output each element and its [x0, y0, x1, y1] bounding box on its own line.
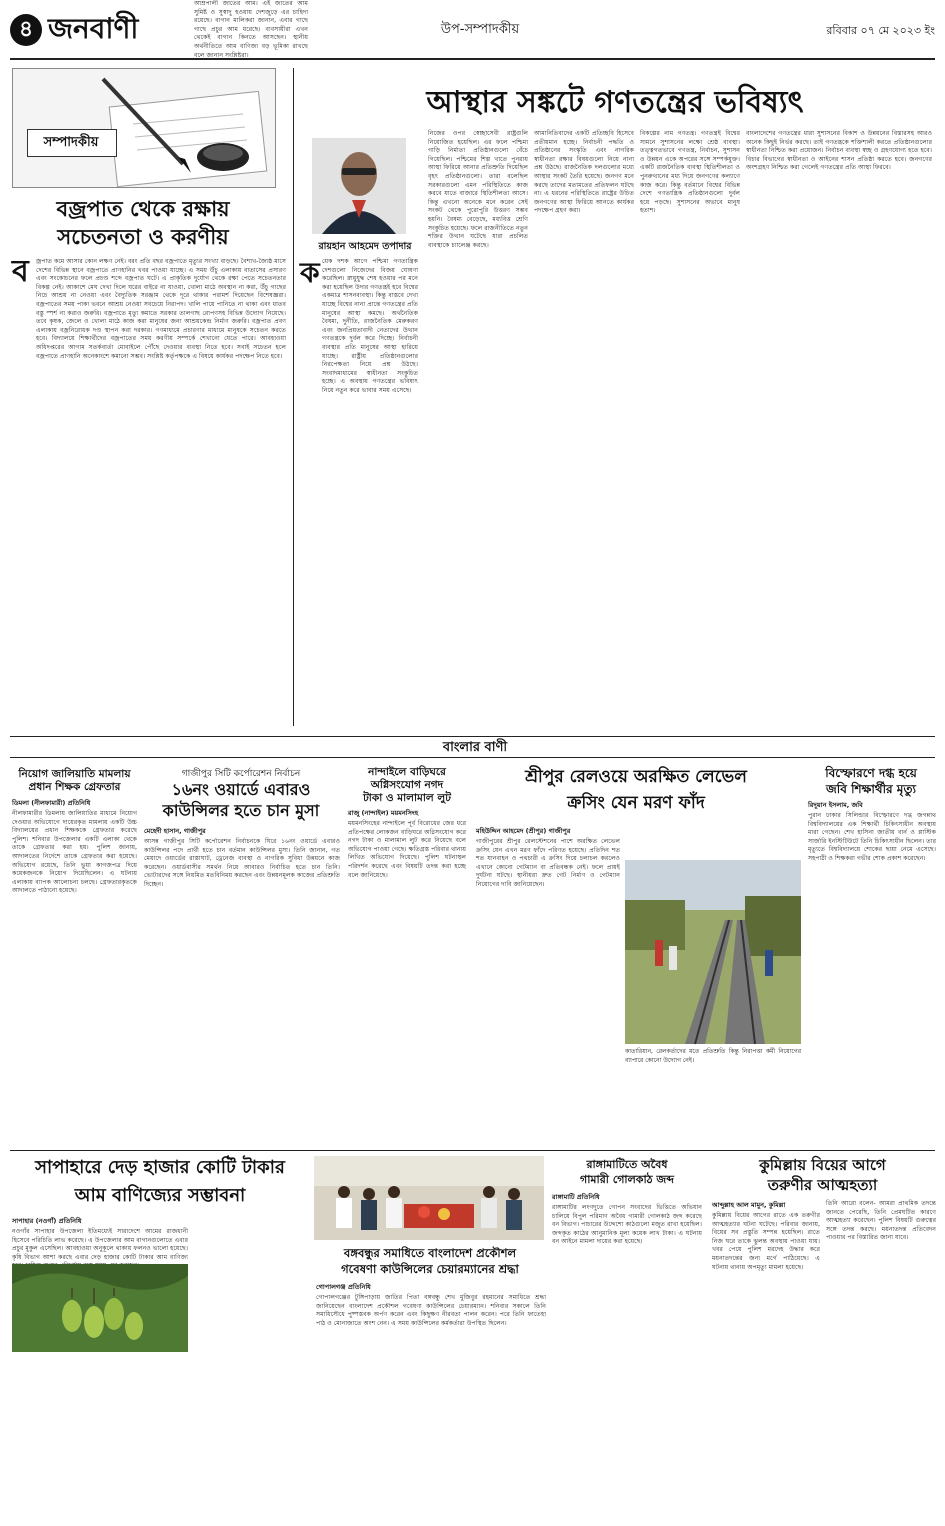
editorial-headline-line1: বজ্রপাত থেকে রক্ষায়: [56, 197, 230, 221]
op-ed-col3: আমানিতিবাদের একটি প্রতিচ্ছবি হিসেবে প্রতীয়মান হচ্ছে। নির্বাচনী পদ্ধতি ও প্রতিষ্ঠানের সংস্কৃতি এবং নাগরিক স্বাধীনতা রক্ষার বিষয়গুলো নিয়ে নানা প্রশ্ন উঠছে। রাজনৈতিক দলগুলোর মধ্যে আস্থার সংকট তৈরি হয়েছে। জনগণ মনে করছে তাদের মতামতের প্রতিফলন ঘটছে না। এ ধরনের পরিস্থিতিতে রাষ্ট্রের উচিত জনগণের আস্থা ফিরিয়ে আনতে কার্যকর পদক্ষেপ গ্রহণ করা।: [534, 130, 634, 215]
story-dimla-body: নীলফামারীর ডিমলায় জালিয়াতির মাধ্যমে নিয়োগ দেওয়ার অভিযোগে দায়েরকৃত মামলায় একটি উচ্চ বিদ্যালয়ের প্রধান শিক্ষককে গ্রেফতার করেছে পুলিশ। শনিবার উপজেলার একটি এলাকা থেকে তাকে গ্রেফতার করা হয়। পুলিশ জানায়, আদালতের নির্দেশে তাকে গ্রেফতার করা হয়েছে। অভিযোগ রয়েছে, তিনি ভুয়া কাগজপত্র দিয়ে কয়েকজনকে নিয়োগ দিয়েছিলেন। এ ঘটনায় এলাকায় ব্যাপক আলোচনা চলছে। গ্রেফতারকৃতকে আদালতে পাঠানো হয়েছে।: [12, 810, 137, 895]
story-gazipur-byline: মেহেদী হাসান, গাজীপুর: [144, 827, 206, 835]
story-tribute-byline: গোপালগঞ্জ প্রতিনিধি: [316, 1283, 371, 1291]
story-dimla-headline-2: প্রধান শিক্ষক গ্রেফতার: [28, 781, 121, 793]
story-nandail-byline: রাজু (নান্দাইল) ময়মনসিংহ: [348, 809, 419, 817]
story-nandail-headline-1: নান্দাইলে বাড়িঘরে: [368, 766, 446, 778]
story-sreepur-caption: কাতারিয়ান, রেলকর্তাদের মতে প্রতিশ্রুতি কিন্তু নিরাপত্তা কর্মী নিয়োগের ব্যাপারে কোনো উদ্যোগ নেই।: [625, 1048, 801, 1064]
mango-tree-illustration: [12, 1264, 188, 1352]
story-tribute-headline-2: গবেষণা কাউন্সিলের চেয়ারম্যানের শ্রদ্ধা: [341, 1262, 519, 1276]
story-rangamati-body: রাঙ্গামাটির লংগদুতে গোপন সংবাদের ভিত্তিতে অভিযান চালিয়ে বিপুল পরিমাণ অবৈধ গামারী গোলকাঠ জব্দ করেছে বন বিভাগ। পাচারের উদ্দেশ্যে কাঠগুলো মজুত রাখা হয়েছিল। জব্দকৃত কাঠের আনুমানিক মূল্য কয়েক লাখ টাকা। এ ঘটনায় বন আইনে মামলা দায়ের করা হয়েছে।: [552, 1204, 702, 1246]
story-cumilla-byline: আব্দুল্লাহ আল মামুন, কুমিল্লা: [712, 1201, 786, 1209]
story-sapahar-headline-1: সাপাহারে দেড় হাজার কোটি টাকার: [35, 1157, 285, 1178]
author-photo: [312, 138, 406, 234]
story-jnu-byline: রিদুয়ান ইসলাম, জবি: [808, 801, 863, 809]
mango-photo: [12, 1264, 188, 1352]
story-cumilla-headline-1: কুমিল্লায় বিয়ের আগে: [759, 1156, 886, 1174]
story-sreepur-body-a: গাজীপুরের শ্রীপুর রেলস্টেশনের পাশে অরক্ষিত লেভেল ক্রসিং যেন এখন মরণ ফাঁদে পরিণত হয়েছে। প্রতিদিন শত শত যানবাহন ও পথচারী এ ক্রসিং দিয়ে চলাচল করলেও এখানে কোনো গেটম্যান বা প্রতিবন্ধক নেই। ফলে প্রায়ই দুর্ঘটনা ঘটছে। স্থানীয়রা দ্রুত গেট নির্মাণ ও গেটম্যান নিয়োগের দাবি জানিয়েছেন।: [476, 838, 620, 888]
story-sapahar-body-2: আম্রপালী জাতের আম। এই জাতের আম সুমিষ্ট ও সুস্বাদু হওয়ায় দেশজুড়ে এর চাহিদা রয়েছে। বাগান মালিকরা জানান, এবার গাছে গাছে প্রচুর আম ধরেছে। ব্যবসায়ীরা এখন থেকেই বাগান কিনতে আসছেন। স্থানীয় অর্থনীতিতে আম বাণিজ্য বড় ভূমিকা রাখছে বলে জানান সংশ্লিষ্টরা।: [194, 0, 308, 59]
editorial-label: সম্পাদকীয়: [43, 135, 99, 150]
railway-crossing-photo: [625, 860, 801, 1044]
masthead-rule: [10, 58, 935, 60]
story-rangamati-headline-2: গামারী গোলকাঠ জব্দ: [580, 1173, 674, 1186]
story-dimla-headline-1: নিয়োগ জালিয়াতি মামলায়: [18, 768, 131, 780]
story-cumilla-headline-2: তরুণীর আত্মহত্যা: [767, 1176, 878, 1194]
newspaper-logo: [48, 12, 138, 46]
story-jnu-body: পুরান ঢাকার সিলিন্ডার বিস্ফোরণে দগ্ধ জগন্নাথ বিশ্ববিদ্যালয়ের এক শিক্ষার্থী চিকিৎসাধীন অবস্থায় মারা গেছেন। শেখ হাসিনা জাতীয় বার্ন ও প্লাস্টিক সার্জারি ইনস্টিটিউটে তিনি চিকিৎসাধীন ছিলেন। তার মৃত্যুতে বিশ্ববিদ্যালয়ে শোকের ছায়া নেমে এসেছে। সহপাঠী ও শিক্ষকরা গভীর শোক প্রকাশ করেছেন।: [808, 812, 936, 862]
story-dimla-byline: ডিমলা (নীলফামারী) প্রতিনিধি: [12, 799, 91, 807]
date: রবিবার ০৭ মে ২০২৩ ইং: [826, 24, 935, 37]
railway-photo-illustration: [625, 860, 801, 1044]
story-nandail-headline-3: টাকা ও মালামাল লুট: [363, 792, 451, 804]
story-nandail-body: ময়মনসিংহের নান্দাইলে পূর্ব বিরোধের জের ধরে প্রতিপক্ষের লোকজন বাড়িঘরে অগ্নিসংযোগ করে নগদ টাকা ও মালামাল লুট করে নিয়েছে বলে অভিযোগ পাওয়া গেছে। ক্ষতিগ্রস্ত পরিবার থানায় লিখিত অভিযোগ দিয়েছে। পুলিশ ঘটনাস্থল পরিদর্শন করেছে এবং বিষয়টি তদন্ত করা হচ্ছে বলে জানিয়েছে।: [348, 820, 466, 879]
story-cumilla-body-2: তিনি আরো বলেন- আমরা প্রাথমিক তদন্তে জানতে পেরেছি, তিনি প্রেমঘটিত কারণে আত্মহত্যা করেছেন। পুলিশ বিষয়টি গুরুত্বের সঙ্গে তদন্ত করছে। ময়নাতদন্ত প্রতিবেদন পাওয়ার পর বিস্তারিত জানা যাবে।: [826, 1200, 936, 1242]
band-rule-top: [10, 736, 935, 737]
story-tribute-headline-1: বঙ্গবন্ধুর সমাধিতে বাংলাদেশ প্রকৌশল: [343, 1246, 517, 1260]
story-gazipur-kicker: গাজীপুর সিটি কর্পোরেশন নির্বাচন: [181, 769, 301, 779]
banglar-bani-label: বাংলার বাণী: [442, 740, 508, 755]
masthead: [0, 0, 945, 62]
story-gazipur-headline-2: কাউন্সিলর হতে চান মুসা: [162, 801, 320, 820]
story-gazipur-body: আসন্ন গাজীপুর সিটি কর্পোরেশন নির্বাচনকে ঘিরে ১৬নং ওয়ার্ডে এবারও কাউন্সিলর পদে প্রার্থী হতে চান বর্তমান কাউন্সিলর মুসা। তিনি জানান, গত মেয়াদে ওয়ার্ডের রাস্তাঘাট, ড্রেনেজ ব্যবস্থা ও নাগরিক সুবিধা উন্নয়নে কাজ করেছেন। ওয়ার্ডবাসীর সমর্থন নিয়ে আবারও নির্বাচিত হতে চান তিনি। ভোটারদের সঙ্গে নিয়মিত মতবিনিময় করছেন এবং উন্নয়নমূলক কাজের প্রতিশ্রুতি দিচ্ছেন।: [144, 838, 340, 888]
logo-part-1: জন: [48, 12, 90, 45]
logo-part-2: বাণী: [89, 12, 139, 45]
editorial-body: জ্রপাত কমে আসার কোন লক্ষণ নেই। বরং প্রতি বছর বজ্রপাতে মৃত্যুর সংখ্যা বাড়ছে। বৈশাখ-জ্যৈষ্ঠ মাসে দেশের বিভিন্ন স্থানে বজ্রপাতে প্রাণহানির খবর পাওয়া যাচ্ছে। এ সময় উঁচু এলাকায় বাতাসের প্রসারণ এবং সংকোচনের ফলে প্রচণ্ড শব্দে বজ্রপাত ঘটে। এ প্রাকৃতিক দুর্যোগ থেকে রক্ষা পেতে সচেতনতার বিকল্প নেই। আকাশে মেঘ দেখা দিলে ঘরের বাইরে না যাওয়া, খোলা মাঠে অবস্থান না করা, উঁচু গাছের নিচে আশ্রয় না নেওয়া এবং বৈদ্যুতিক সরঞ্জাম থেকে দূরে থাকার পরামর্শ দিয়েছেন বিশেষজ্ঞরা। বজ্রপাতের সময় পাকা ভবনে আশ্রয় নেওয়া সবচেয়ে নিরাপদ। খালি পায়ে পানিতে না থাকা এবং ধাতব বস্তু স্পর্শ না করাও জরুরি। বজ্রপাতে মৃত্যু কমাতে সরকার তালগাছ রোপণসহ বিভিন্ন উদ্যোগ নিয়েছে। তবে কৃষক, জেলে ও খোলা মাঠে কাজ করা মানুষের জন্য আশ্রয়কেন্দ্র নির্মাণ জরুরি। বজ্রপাত প্রবণ এলাকায় বজ্রনিরোধক দণ্ড স্থাপন করা দরকার। গণমাধ্যমে প্রচারণার মাধ্যমে মানুষকে সচেতন করতে হবে। বিদ্যালয়ে শিক্ষার্থীদের বজ্রপাতের সময় করণীয় সম্পর্কে শেখানো যেতে পারে। আবহাওয়া অধিদপ্তরের আগাম সতর্কবার্তা মোবাইলে পৌঁছে দেওয়ার ব্যবস্থা নিতে হবে। সবাই সচেতন হলে বজ্রপাতে প্রাণহানি অনেকাংশে কমানো সম্ভব। সংশ্লিষ্ট কর্তৃপক্ষকে এ বিষয়ে কার্যকর পদক্ষেপ নিতে হবে।: [36, 258, 286, 360]
tribute-photo: [314, 1156, 544, 1240]
story-tribute-body: গোপালগঞ্জের টুঙ্গিপাড়ায় জাতির পিতা বঙ্গবন্ধু শেখ মুজিবুর রহমানের সমাধিতে শ্রদ্ধা জানিয়েছেন বাংলাদেশ প্রকৌশল গবেষণা কাউন্সিলের চেয়ারম্যান। শনিবার সকালে তিনি সমাধিসৌধে পুষ্পস্তবক অর্পণ করেন এবং কিছুক্ষণ নীরবতা পালন করেন। পরে তিনি ফাতেহা পাঠ ও মোনাজাতে অংশ নেন। এ সময় কাউন্সিলের কর্মকর্তারা উপস্থিত ছিলেন।: [316, 1294, 546, 1327]
op-ed-headline: আস্থার সঙ্কটে গণতন্ত্রের ভবিষ্যৎ: [426, 85, 804, 120]
story-sreepur-byline: মহিউদ্দিন আহমেদ (শ্রীপুর) গাজীপুর: [476, 827, 571, 835]
story-sapahar-body: নওগাঁর সাপাহার উপজেলা ইতিমধ্যেই সারাদেশে আমের রাজধানী হিসেবে পরিচিতি লাভ করেছে। এ উপজেলার আম বাগানগুলোতে এবার প্রচুর মুকুল এসেছিল। আবহাওয়া অনুকূলে থাকায় ফলনও ভালো হয়েছে। কৃষি বিভাগ আশা করছে এবার দেড় হাজার কোটি টাকার আম বাণিজ্য: [12, 1228, 188, 1261]
story-cumilla-body: কুমিল্লায় বিয়ের আগের রাতে এক তরুণীর আত্মহত্যার ঘটনা ঘটেছে। পরিবার জানায়, বিয়ের সব প্রস্তুতি সম্পন্ন হয়েছিল। রাতে নিজ ঘরে তাকে ঝুলন্ত অবস্থায় পাওয়া যায়। খবর পেয়ে পুলিশ মরদেহ উদ্ধার করে ময়নাতদন্তের জন্য মর্গে পাঠিয়েছে। এ ঘটনায় থানায় অপমৃত্যু মামলা হয়েছে।: [712, 1212, 820, 1271]
op-ed-author: রায়হান আহমেদ তপাদার: [318, 241, 412, 252]
story-gazipur-headline-1: ১৬নং ওয়ার্ডে এবারও: [171, 780, 311, 799]
story-rangamati-headline-1: রাঙ্গামাটিতে অবৈধ: [586, 1158, 668, 1171]
page-number-text: ৪: [18, 17, 34, 42]
story-sapahar-headline-2: আম বাণিজ্যের সম্ভাবনা: [74, 1185, 246, 1206]
story-rangamati-byline: রাঙ্গামাটি প্রতিনিধি: [552, 1193, 600, 1201]
story-sapahar-byline: সাপাহার (নওগাঁ) প্রতিনিধি: [12, 1217, 82, 1225]
story-jnu-headline-2: জবি শিক্ষার্থীর মৃত্যু: [826, 782, 916, 796]
story-sreepur-headline-1: শ্রীপুর রেলওয়ে অরক্ষিত লেভেল: [525, 767, 747, 787]
op-ed-col5: বাংলাদেশের গণতন্ত্রের ধারা সুশাসনের বিকাশ ও উন্নয়নের বিস্তারসহ আরও অনেক কিছুই নির্ভর করছে। তাই গণতন্ত্রকে শক্তিশালী করতে প্রতিষ্ঠানগুলোর স্বাধীনতা নিশ্চিত করা প্রয়োজন। নির্বাচন ব্যবস্থা স্বচ্ছ ও গ্রহণযোগ্য হতে হবে। বিচার বিভাগের স্বাধীনতা ও আইনের শাসন প্রতিষ্ঠা করতে হবে। জনগণের অংশগ্রহণ নিশ্চিত করা গেলেই গণতন্ত্রের প্রতি আস্থা ফিরবে।: [746, 130, 932, 172]
op-ed-col4: বিকল্পের নাম গণতন্ত্র। গণতন্ত্রই বিশ্বের সামনে সুশাসনের লক্ষ্যে শ্রেষ্ঠ ব্যবস্থা। তত্ত্বগতভাবে গণতন্ত্র, নির্বাচন, সুশাসন ও উন্নয়ন একে অপরের সঙ্গে সম্পর্কযুক্ত। একটি রাজনৈতিক ব্যবস্থা স্থিতিশীলতা ও পুনরুত্থানের মধ্য দিয়ে জনগণের কল্যাণে কাজ করে। কিন্তু বর্তমানে বিশ্বের বিভিন্ন দেশে গণতান্ত্রিক প্রতিষ্ঠানগুলো দুর্বল হয়ে পড়ছে। সুশাসনের অভাবে মানুষ হতাশ।: [640, 130, 740, 215]
editorial-dropcap: ব: [12, 254, 29, 289]
story-sreepur-headline-2: ক্রসিং যেন মরণ ফাঁদ: [567, 793, 705, 813]
editorial-headline-line2: সচেতনতা ও করণীয়: [57, 225, 229, 249]
story-jnu-headline-1: বিস্ফোরণে দগ্ধ হয়ে: [825, 766, 917, 780]
tribute-crowd-illustration: [314, 1156, 544, 1240]
op-ed-col1: য়েক দশক আগে পশ্চিমা গণতান্ত্রিক দেশগুলো নিজেদের বিজয় ঘোষণা করেছিল। স্নায়ুযুদ্ধ শেষ হওয়ার পর মনে করা হয়েছিল উদার গণতন্ত্রই হবে বিশ্বের একমাত্র শাসনব্যবস্থা। কিন্তু বাস্তবে দেখা যাচ্ছে বিশ্বের নানা প্রান্তে গণতন্ত্রের প্রতি মানুষের আস্থা কমছে। অর্থনৈতিক বৈষম্য, দুর্নীতি, রাজনৈতিক মেরুকরণ এবং জনপ্রিয়তাবাদী নেতাদের উত্থান গণতন্ত্রকে দুর্বল করে দিচ্ছে। নির্বাচনী ব্যবস্থার প্রতি মানুষের আস্থা হারিয়ে যাচ্ছে। রাষ্ট্রীয় প্রতিষ্ঠানগুলোর নিরপেক্ষতা নিয়ে প্রশ্ন উঠছে। সংবাদমাধ্যমের স্বাধীনতা সংকুচিত হচ্ছে। এ অবস্থায় গণতন্ত্রের ভবিষ্যৎ নিয়ে নতুন করে ভাবার সময় এসেছে।: [322, 258, 418, 394]
story-nandail-headline-2: অগ্নিসংযোগ নগদ: [370, 779, 444, 791]
author-portrait-icon: [312, 138, 406, 234]
op-ed-col2: নিজের ওপর স্বেচ্ছাসেবী রাষ্ট্রগুলি নিয়োজিত হয়েছিল। এর ফলে পশ্চিমা গাড়ি নির্মাতা প্রতিষ্ঠানগুলো বেঁচে গিয়েছিল। পশ্চিমের শিল্প খাতে পুনরায় আস্থা ফিরিয়ে আনার প্রতিশ্রুতি দিয়েছিল বৃহৎ প্রতিষ্ঠানগুলো। তারা বলেছিল সরকারগুলো এমন পরিস্থিতিতে কাজ করবে যাতে বাজারে স্থিতিশীলতা আসে। কিন্তু এখনো অনেকে মনে করেন সেই সংকট থেকে পুরোপুরি উত্তরণ সম্ভব হয়নি। বৈষম্য বেড়েছে, মধ্যবিত্ত শ্রেণি সংকুচিত হয়েছে। ফলে রাজনীতিতে নতুন শক্তির উত্থান ঘটেছে যারা প্রচলিত ব্যবস্থাকে চ্যালেঞ্জ করছে।: [428, 130, 528, 249]
band-rule-bottom: [10, 757, 935, 758]
bottom-section-rule: [10, 1150, 935, 1151]
op-ed-dropcap: ক: [300, 256, 320, 289]
section-label: উপ-সম্পাদকীয়: [440, 22, 520, 37]
